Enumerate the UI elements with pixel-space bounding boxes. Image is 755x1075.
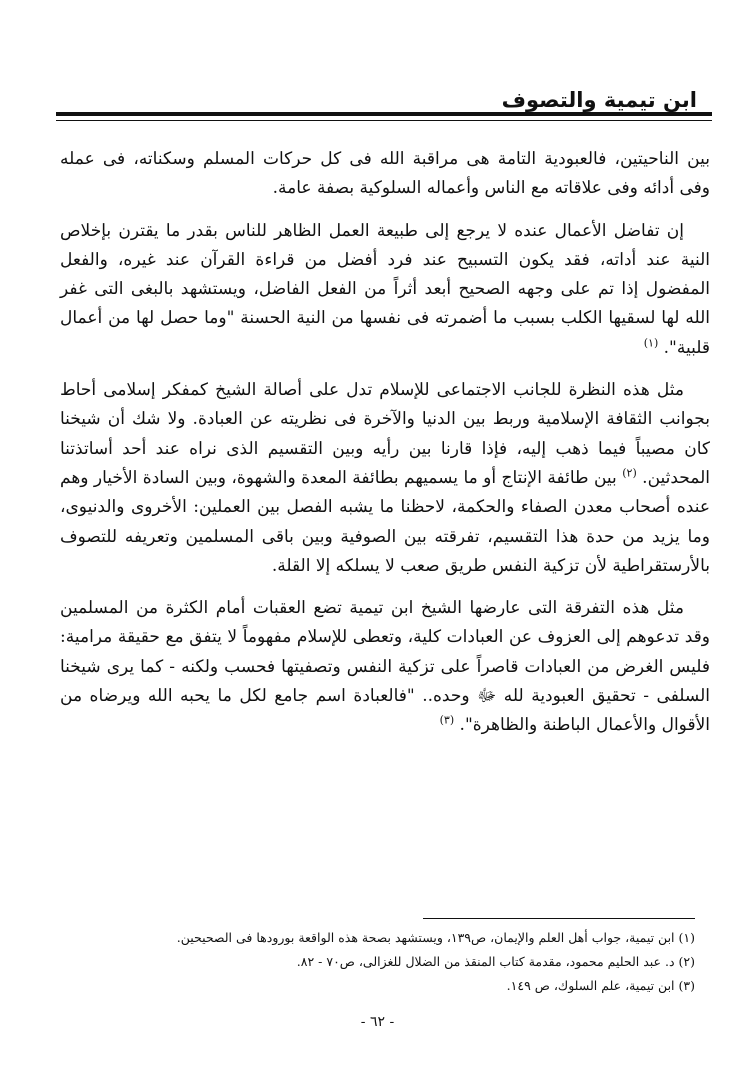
footnotes [45,926,695,998]
paragraph-3-text: مثل هذه النظرة للجانب الاجتماعى للإسلام تدل على أصالة الشيخ كمفكر إسلامى أحاط بجوانب الثقافة الإسلامية وربط بين الدنيا والآخرة فى نظريته عن العبادة. ولا شك أن شيخنا كان مصيباً فيما ذهب إليه، فإذا قارنا بين رأيه وبين التقسيم الذى نراه عند أحد أساتذتنا المحدثين. [60,380,711,488]
main-text [60,145,710,754]
footnote-1: (١) ابن تيمية، جواب أهل العلم والإيمان، ص١٣٩، ويستشهد بصحة هذه الواقعة بورودها فى الصحيحين. [176,930,695,945]
paragraph-3 [60,376,710,581]
paragraph-1-text: بين الناحيتين، فالعبودية التامة هى مراقبة الله فى كل حركات المسلم وسكناته، فى عمله وفى أدائه وفى علاقاته مع الناس وأعماله السلوكية بصفة عامة. [60,149,710,199]
paragraph-2 [60,217,710,363]
footnote-ref-3[interactable]: (٣) [439,713,455,727]
footnote-ref-2[interactable]: (٢) [622,466,637,480]
paragraph-4-text: مثل هذه التفرقة التى عارضها الشيخ ابن تيمية تضع العقبات أمام الكثرة من المسلمين وقد تدعوهم إلى العزوف عن العبادات كلية، وتعطى للإسلام مفهوماً لا يتفق مع حقيقة مرامية: فليس الغرض من العبادات قاصراً على تزكية النفس وتصفيتها فحسب ولكنه - كما يرى شيخنا السلفى - تحقيق العبودية لله ﷻ وحده.. "فالعبادة اسم جامع لكل ما يحبه الله ويرضاه من الأقوال والأعمال الباطنة والظاهرة". [60,598,710,736]
paragraph-2-text: إن تفاضل الأعمال عنده لا يرجع إلى طبيعة العمل الظاهر للناس بقدر ما يقترن بإخلاص النية عند أداته، فقد يكون التسبيح عند فرد أفضل من قراءة القرآن عند غيره، والفعل المفضول إذا تم على وجهه الصحيح أبعد أثراً من الفعل الفاضل، ويستشهد بالبغى التى غفر الله لها لسقيها الكلب بسبب ما أضمرته فى نفسها من النية الحسنة "وما حصل لها من أعمال قلبية". [60,220,710,358]
header-rule [56,112,712,116]
page-number: - ٦٢ - [360,1014,395,1030]
running-header-title: ابن تيمية والتصوف [501,88,697,112]
footnote-separator [423,918,695,919]
paragraph-3-text-continued: بين طائفة الإنتاج أو ما يسميهم بطائفة المعدة والشهوة، وبين السادة الأخيار وهم عنده أصحاب معدن الصفاء والحكمة، لاحظنا ما يشبه الفصل بين العملين: الأخروى والدنيوى، وما يزيد من حدة هذا التقسيم، تفرقته بين الصوفية وبين باقى المسلمين وتعريفه للتصوف بالأرستقراطية لأن تزكية النفس طريق صعب لا يسلكه إلا القلة. [60,467,710,576]
paragraph-4 [60,594,710,740]
header-rule-thin [56,120,712,121]
paragraph-1 [60,145,710,204]
footnote-2: (٢) د. عبد الحليم محمود، مقدمة كتاب المنقذ من الضلال للغزالى، ص٧٠ - ٨٢. [296,954,695,969]
footnote-ref-1[interactable]: (١) [643,336,659,350]
footnote-3: (٣) ابن تيمية، علم السلوك، ص ١٤٩. [506,978,695,993]
